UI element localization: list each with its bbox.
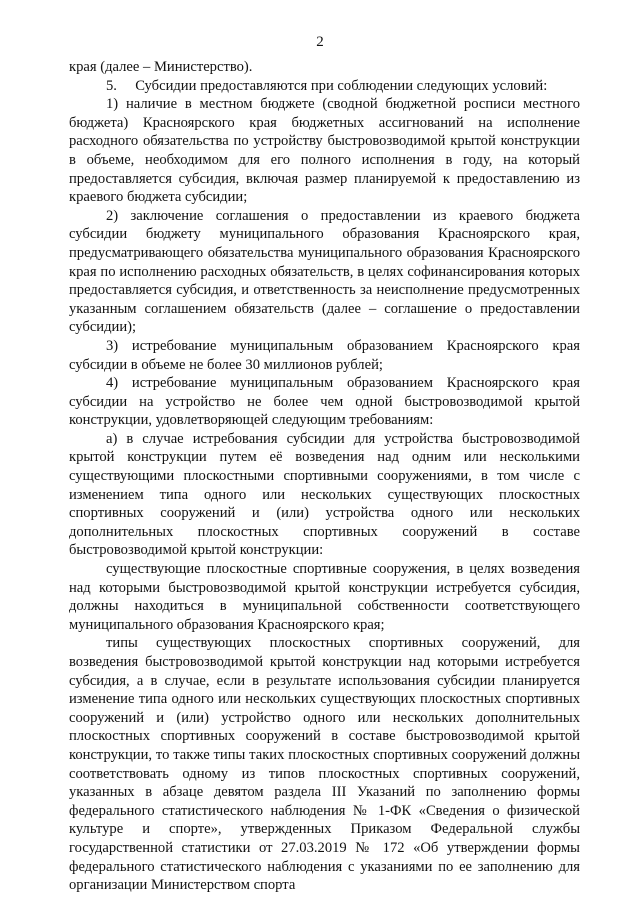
paragraph-continuation: края (далее – Министерство). (69, 59, 253, 75)
paragraph-condition-2: 2) заключение соглашения о предоставлении из краевого бюджета субсидии бюджету муниципального образования Красноярского края, предусматривающего обязательства муниципального образования Красноярского края по исполнению расходных обязательств, в целях софинансирования которых предоставляется субсидия, и ответственность за неисполнение предусмотренных указанным соглашением обязательств (далее – соглашение о предоставлении субсидии); (69, 207, 580, 336)
paragraph-subitem-a: а) в случае истребования субсидии для устройства быстровозводимой крытой конструкции путем её возведения над одним или несколькими существующими плоскостными спортивными сооружениями, в том числе с изменением типа одного или нескольких существующих плоскостных спортивных сооружений и (или) устройства одного или нескольких дополнительных плоскостных спортивных сооружений в составе быстровозводимой крытой конструкции: (69, 430, 580, 559)
page-number: 2 (316, 34, 324, 50)
paragraph-facility-types: типы существующих плоскостных спортивных сооружений, для возведения быстровозводимой крытой конструкции над которыми истребуется субсидия, а в случае, если в результате использования субсидии планируется изменение типа одного или нескольких существующих плоскостных спортивных сооружений и (или) устройство одного или нескольких дополнительных плоскостных спортивных сооружений в составе быстровозводимой крытой конструкции, то также типы таких плоскостных спортивных сооружений должны соответствовать одному из типов плоскостных спортивных сооружений, указанных в абзаце девятом раздела III Указаний по заполнению формы федерального статистического наблюдения № 1-ФК «Сведения о физической культуре и спорте», утвержденных Приказом Федеральной службы государственной статистики от 27.03.2019 № 172 «Об утверждении формы федерального статистического наблюдения с указаниями по ее заполнению для организации Министерством спорта (69, 635, 580, 894)
document-body (69, 58, 580, 895)
paragraph-item-5: 5. Субсидии предоставляются при соблюдении следующих условий: (106, 77, 548, 94)
paragraph-condition-4: 4) истребование муниципальным образованием Красноярского края субсидии на устройство не более чем одной быстровозводимой крытой конструкции, удовлетворяющей следующим требованиям: (69, 375, 580, 429)
paragraph-condition-3: 3) истребование муниципальным образованием Красноярского края субсидии в объеме не более 30 миллионов рублей; (69, 337, 580, 373)
paragraph-existing-facilities: существующие плоскостные спортивные сооружения, в целях возведения над которыми быстровозводимой крытой конструкции истребуется субсидия, должны находиться в муниципальной собственности соответствующего муниципального образования Красноярского края; (69, 561, 580, 633)
paragraph-condition-1: 1) наличие в местном бюджете (сводной бюджетной росписи местного бюджета) Красноярского края бюджетных ассигнований на исполнение расходного обязательства по устройству быстровозводимой крытой конструкции в объеме, необходимом для его полного исполнения в году, на который предоставляется субсидия, включая размер планируемой к предоставлению из краевого бюджета субсидии; (69, 96, 580, 206)
